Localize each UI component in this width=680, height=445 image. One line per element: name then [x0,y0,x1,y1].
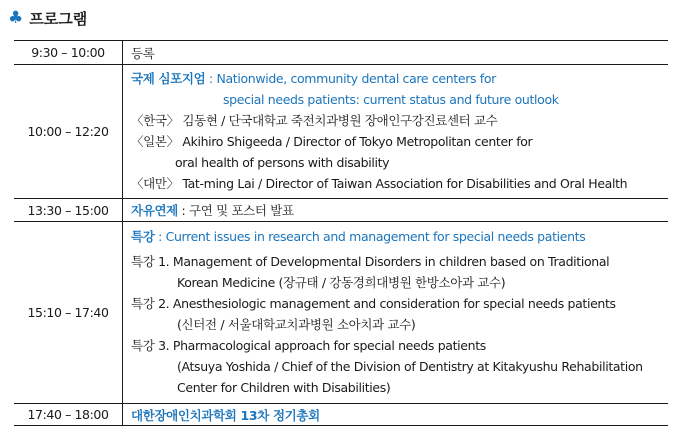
time-cell: 10:00 – 12:20 [14,65,123,199]
table-row [14,41,668,65]
speaker-japan: 〈일본〉 Akihiro Shigeeda / Director of Tokyo Metropolitan center for [131,134,533,149]
symposium-title-line2: special needs patients: current status and future outlook [223,92,559,107]
time-cell: 17:40 – 18:00 [14,404,123,426]
speaker-korea: 〈한국〉 김동현 / 단국대학교 죽전치과병원 장애인구강진료센터 교수 [131,113,498,128]
symposium-title-line1: Nationwide, community dental care centers for [216,71,496,86]
time-cell: 9:30 – 10:00 [14,41,123,65]
time-cell: 13:30 – 15:00 [14,199,123,222]
lecture-3-continued: (Atsuya Yoshida / Chief of the Division of Dentistry at Kitakyushu Rehabilitation [177,359,643,374]
content-cell [123,222,669,404]
heading-separator: : [154,229,166,244]
content-cell: 대한장애인치과학회 13차 정기총회 [123,404,669,426]
page-title-text: 프로그램 [29,9,88,28]
lecture-label: 특강 [131,229,155,244]
lecture-heading [131,226,668,247]
lecture-1: 특강 1. Management of Developmental Disorders in children based on Traditional [131,254,610,269]
lecture-3: 특강 3. Pharmacological approach for special needs patients [131,338,486,353]
free-paper-label: 자유연제 [131,203,178,218]
table-row [14,222,668,404]
speaker-taiwan: 〈대만〉 Tat-ming Lai / Director of Taiwan Association for Disabilities and Oral Health [131,176,628,191]
free-paper-text: 구연 및 포스터 발표 [189,203,294,218]
table-row [14,404,668,426]
label-separator: : [177,203,190,218]
content-cell: 등록 [123,41,669,65]
content-cell [123,65,669,199]
table-row [14,199,668,222]
symposium-heading [131,68,668,89]
symposium-label: 국제 심포지엄 [131,71,206,86]
content-cell [123,199,669,222]
club-icon: ♣ [8,7,24,28]
program-table [14,40,668,426]
lecture-2-continued: (신터전 / 서울대학교치과병원 소아치과 교수) [177,317,416,332]
lecture-2: 특강 2. Anesthesiologic management and consideration for special needs patients [131,296,616,311]
heading-separator: : [205,71,217,86]
table-row [14,65,668,199]
lecture-1-continued: Korean Medicine (장규태 / 강동경희대병원 한방소아과 교수) [177,275,506,290]
lecture-heading-text: Current issues in research and management for special needs patients [165,229,586,244]
speaker-japan-continued: oral health of persons with disability [175,155,390,170]
page-title [8,6,87,30]
lecture-3-continued-2: Center for Children with Disabilities) [177,380,391,395]
time-cell: 15:10 – 17:40 [14,222,123,404]
